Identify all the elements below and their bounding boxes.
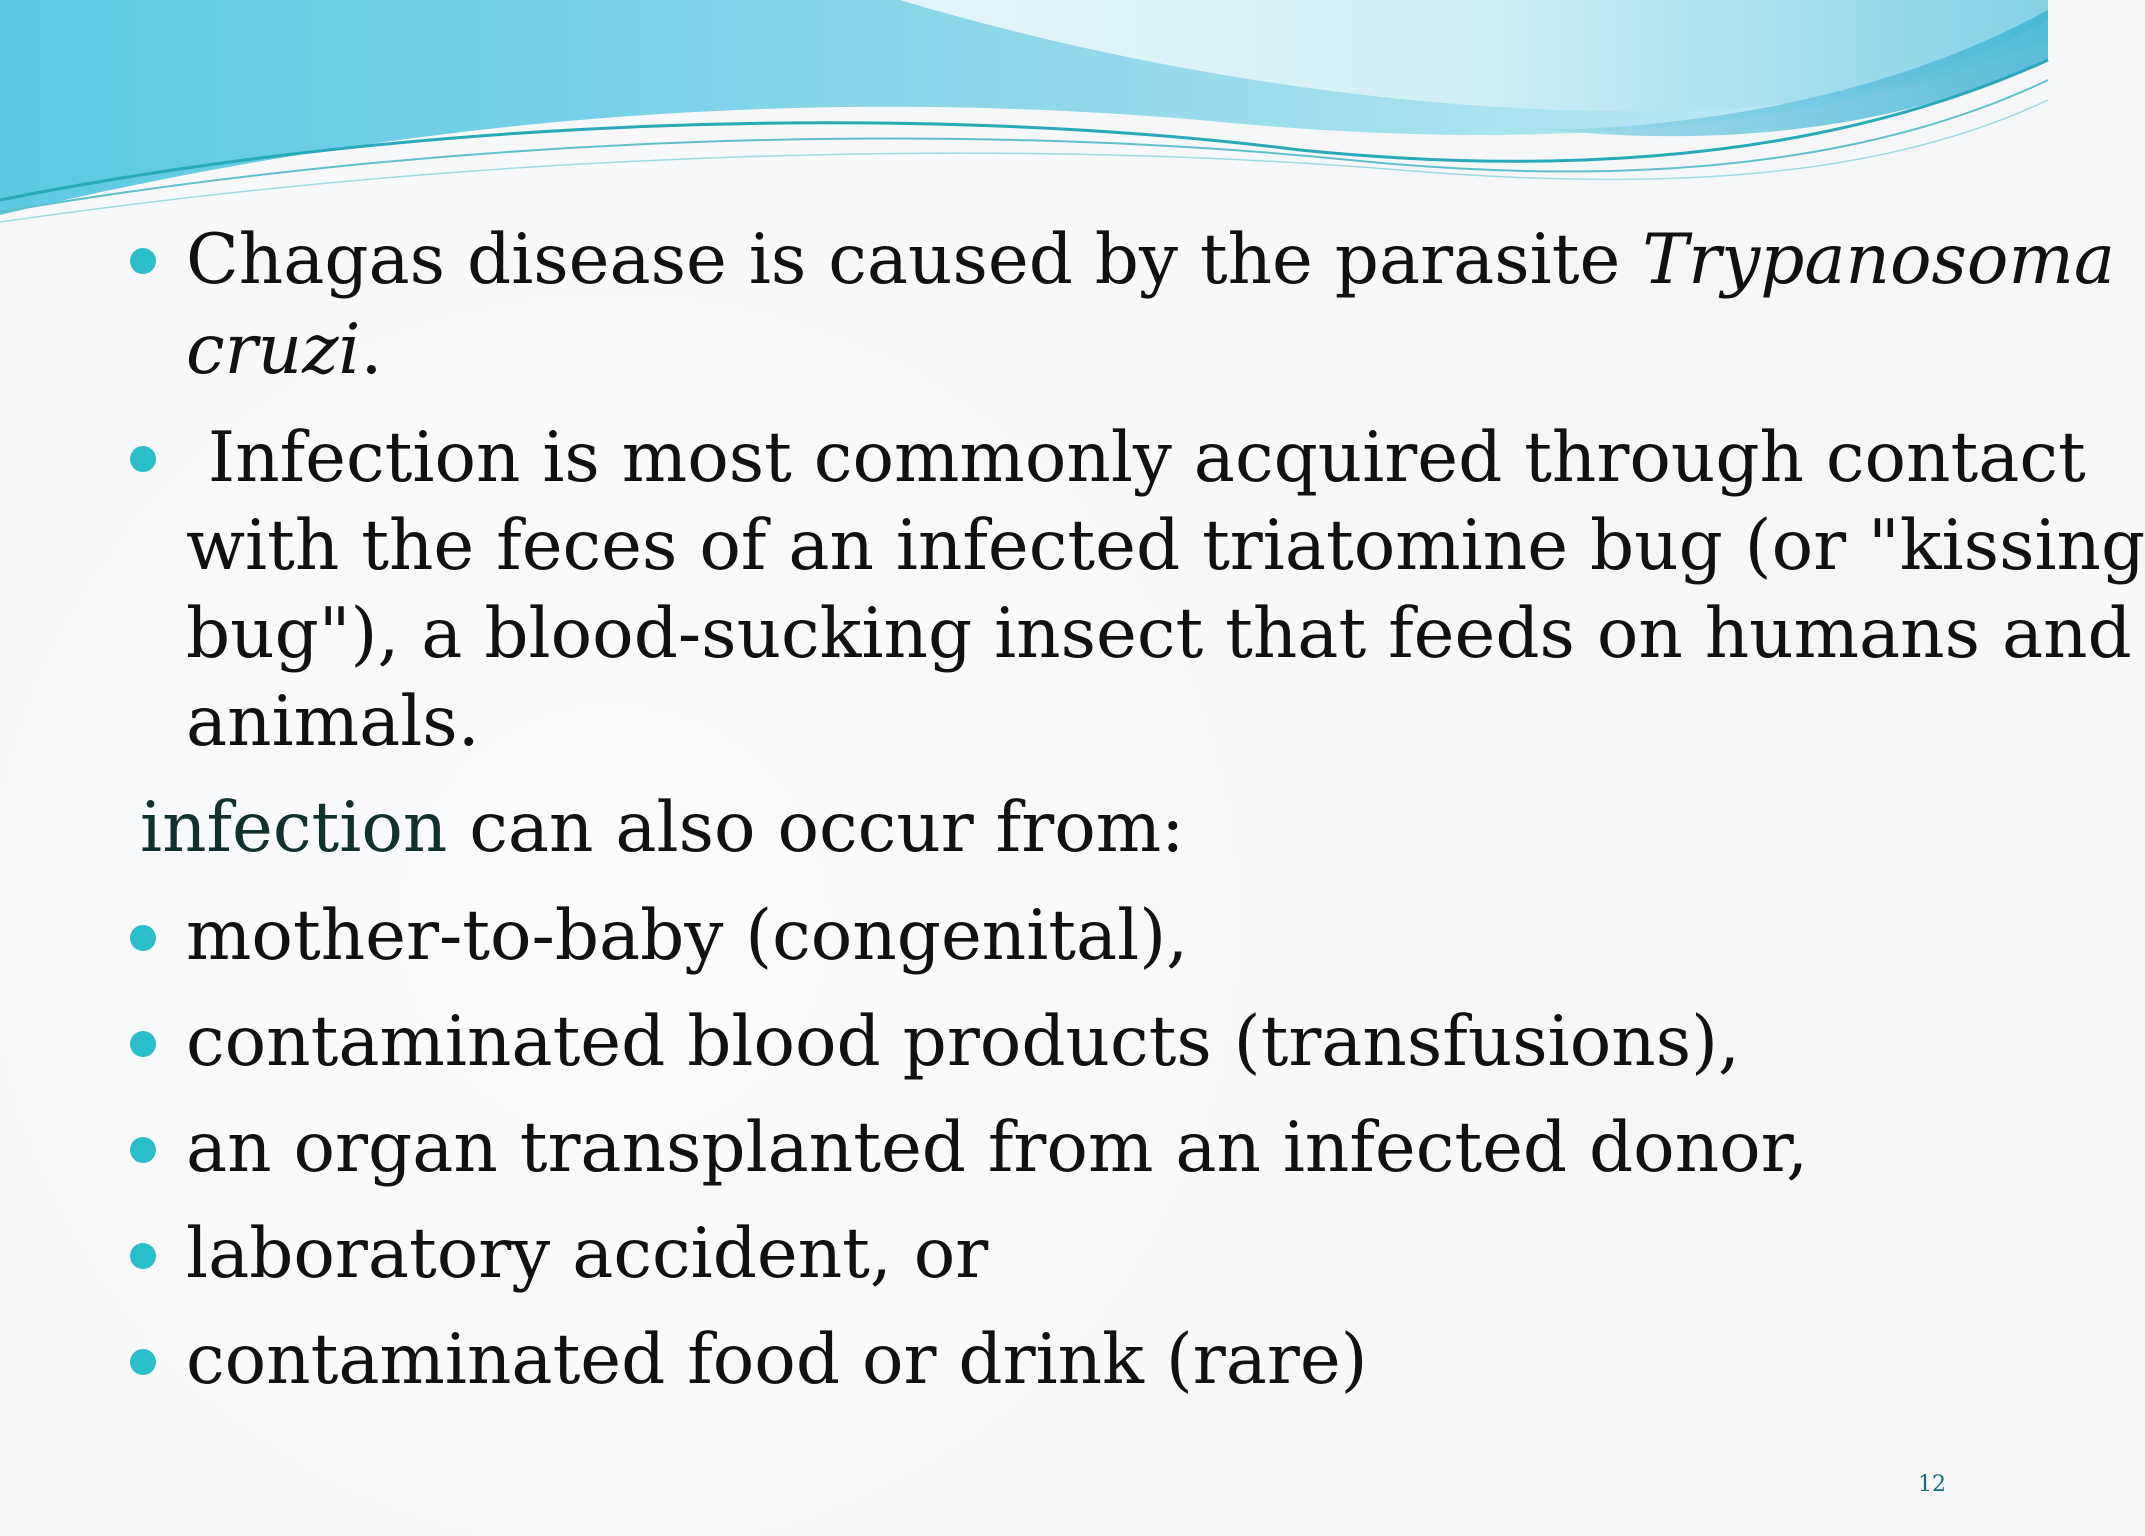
bullet-marker <box>130 1137 156 1163</box>
bullet-1-period: . <box>360 310 383 390</box>
bullet-2-line-3: bug"), a blood-sucking insect that feeds on humans and <box>186 594 2132 674</box>
bullet-marker <box>130 446 156 472</box>
bullet-2-line-4: animals. <box>186 682 480 762</box>
bullet-1-line-1 <box>186 216 2115 304</box>
bullet-1-italic-genus: Trypanosoma <box>1642 220 2116 300</box>
bullet-2-line-1: Infection is most commonly acquired through contact <box>186 418 2086 498</box>
bullet-marker <box>130 1243 156 1269</box>
bullet-2-line-2: with the feces of an infected triatomine bug (or "kissing <box>186 506 2145 586</box>
subheading-word: infection <box>140 788 448 868</box>
page-number: 12 <box>1918 1472 1946 1497</box>
list-item: contaminated blood products (transfusions), <box>186 1002 1740 1082</box>
bullet-marker <box>130 1349 156 1375</box>
list-item: contaminated food or drink (rare) <box>186 1320 1368 1400</box>
subheading <box>140 784 1184 872</box>
bullet-1-line-2 <box>186 306 382 394</box>
bullet-marker <box>130 248 156 274</box>
list-item: an organ transplanted from an infected donor, <box>186 1108 1809 1188</box>
bullet-1-text: Chagas disease is caused by the parasite <box>186 220 1643 300</box>
bullet-marker <box>130 1031 156 1057</box>
bullet-marker <box>130 925 156 951</box>
bullet-1-italic-species: cruzi <box>186 310 361 390</box>
subheading-rest: can also occur from: <box>447 788 1185 868</box>
list-item: mother-to-baby (congenital), <box>186 896 1189 976</box>
list-item: laboratory accident, or <box>186 1214 989 1294</box>
